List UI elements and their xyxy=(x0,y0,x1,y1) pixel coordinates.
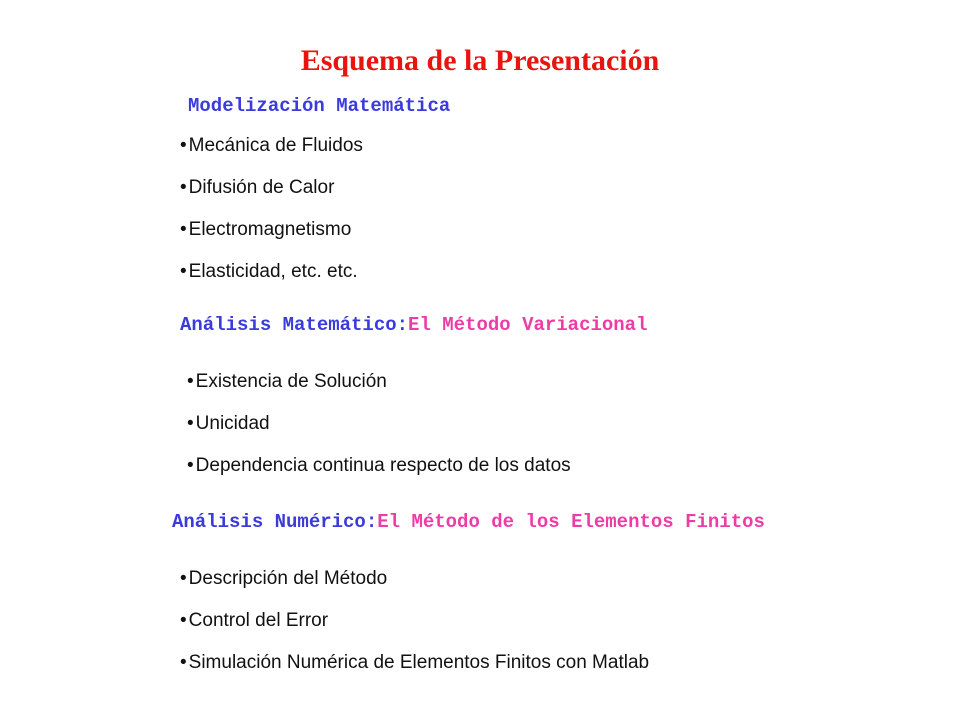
section-heading-analisis-matematico xyxy=(180,314,648,336)
list-item: • Descripción del Método xyxy=(180,565,649,607)
list-item: • Elasticidad, etc. etc. xyxy=(180,258,363,300)
list-item: • Unicidad xyxy=(187,410,571,452)
list-item: • Simulación Numérica de Elementos Finitos con Matlab xyxy=(180,649,649,691)
section-heading-analisis-numerico xyxy=(172,511,765,533)
section-subheading-label: El Método de los Elementos Finitos xyxy=(377,511,765,533)
list-item: • Control del Error xyxy=(180,607,649,649)
slide-title: Esquema de la Presentación xyxy=(300,44,660,77)
bullet-list-analisis-numerico xyxy=(180,565,649,691)
bullet-list-analisis-matematico xyxy=(187,368,571,494)
section-heading-modelizacion xyxy=(188,95,450,117)
bullet-list-modelizacion xyxy=(180,132,363,300)
section-heading-label: Análisis Numérico: xyxy=(172,511,378,533)
section-subheading-label: El Método Variacional xyxy=(408,314,648,336)
list-item: • Dependencia continua respecto de los datos xyxy=(187,452,571,494)
list-item: • Existencia de Solución xyxy=(187,368,571,410)
list-item: • Difusión de Calor xyxy=(180,174,363,216)
section-heading-label: Análisis Matemático: xyxy=(180,314,409,336)
list-item: • Electromagnetismo xyxy=(180,216,363,258)
list-item: • Mecánica de Fluidos xyxy=(180,132,363,174)
section-heading-label: Modelización Matemática xyxy=(188,95,451,117)
